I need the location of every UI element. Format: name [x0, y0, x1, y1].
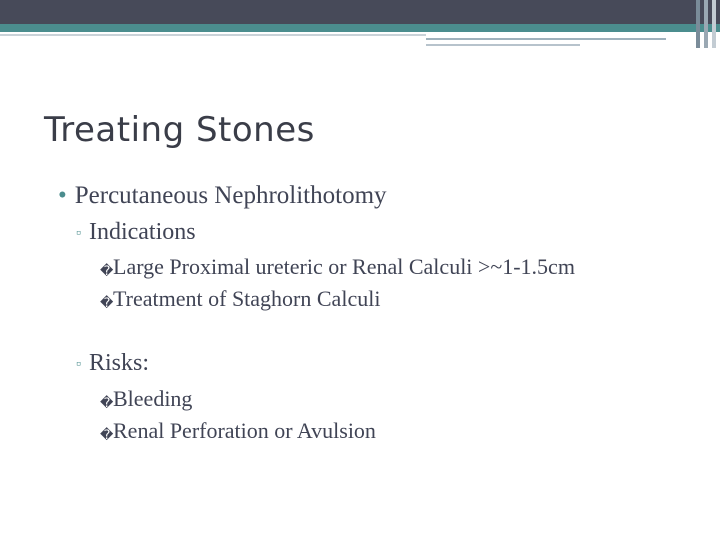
- corner-decoration: [696, 0, 700, 48]
- square-bullet-icon: ▫: [76, 226, 81, 241]
- list-item: [100, 386, 192, 412]
- bullet-icon: •: [58, 182, 67, 209]
- square-bullet-icon: ▫: [76, 357, 81, 372]
- missing-glyph-icon: �: [100, 264, 114, 279]
- list-item-text: Large Proximal ureteric or Renal Calculi >~1-1.5cm: [113, 254, 575, 279]
- header-rule: [426, 38, 666, 40]
- list-item-text: Bleeding: [113, 386, 193, 411]
- list-item: [100, 418, 376, 444]
- missing-glyph-icon: �: [100, 428, 114, 443]
- list-item: [100, 254, 575, 280]
- slide-title: Treating Stones: [44, 110, 315, 150]
- sub-bullet-text: Risks:: [88, 350, 149, 376]
- list-item-text: Renal Perforation or Avulsion: [113, 418, 376, 443]
- missing-glyph-icon: �: [100, 396, 114, 411]
- header-rule: [0, 34, 426, 36]
- list-item-text: Treatment of Staghorn Calculi: [113, 286, 381, 311]
- missing-glyph-icon: �: [100, 296, 114, 311]
- header-band: [0, 0, 720, 24]
- sub-bullet-item: [76, 350, 149, 377]
- bullet-text: Percutaneous Nephrolithotomy: [74, 182, 387, 209]
- bullet-item: [58, 182, 387, 210]
- corner-decoration: [704, 0, 708, 48]
- accent-band: [0, 24, 720, 32]
- corner-decoration: [712, 0, 716, 48]
- header-rule: [426, 44, 580, 46]
- sub-bullet-text: Indications: [88, 219, 196, 245]
- list-item: [100, 286, 380, 312]
- sub-bullet-item: [76, 219, 196, 246]
